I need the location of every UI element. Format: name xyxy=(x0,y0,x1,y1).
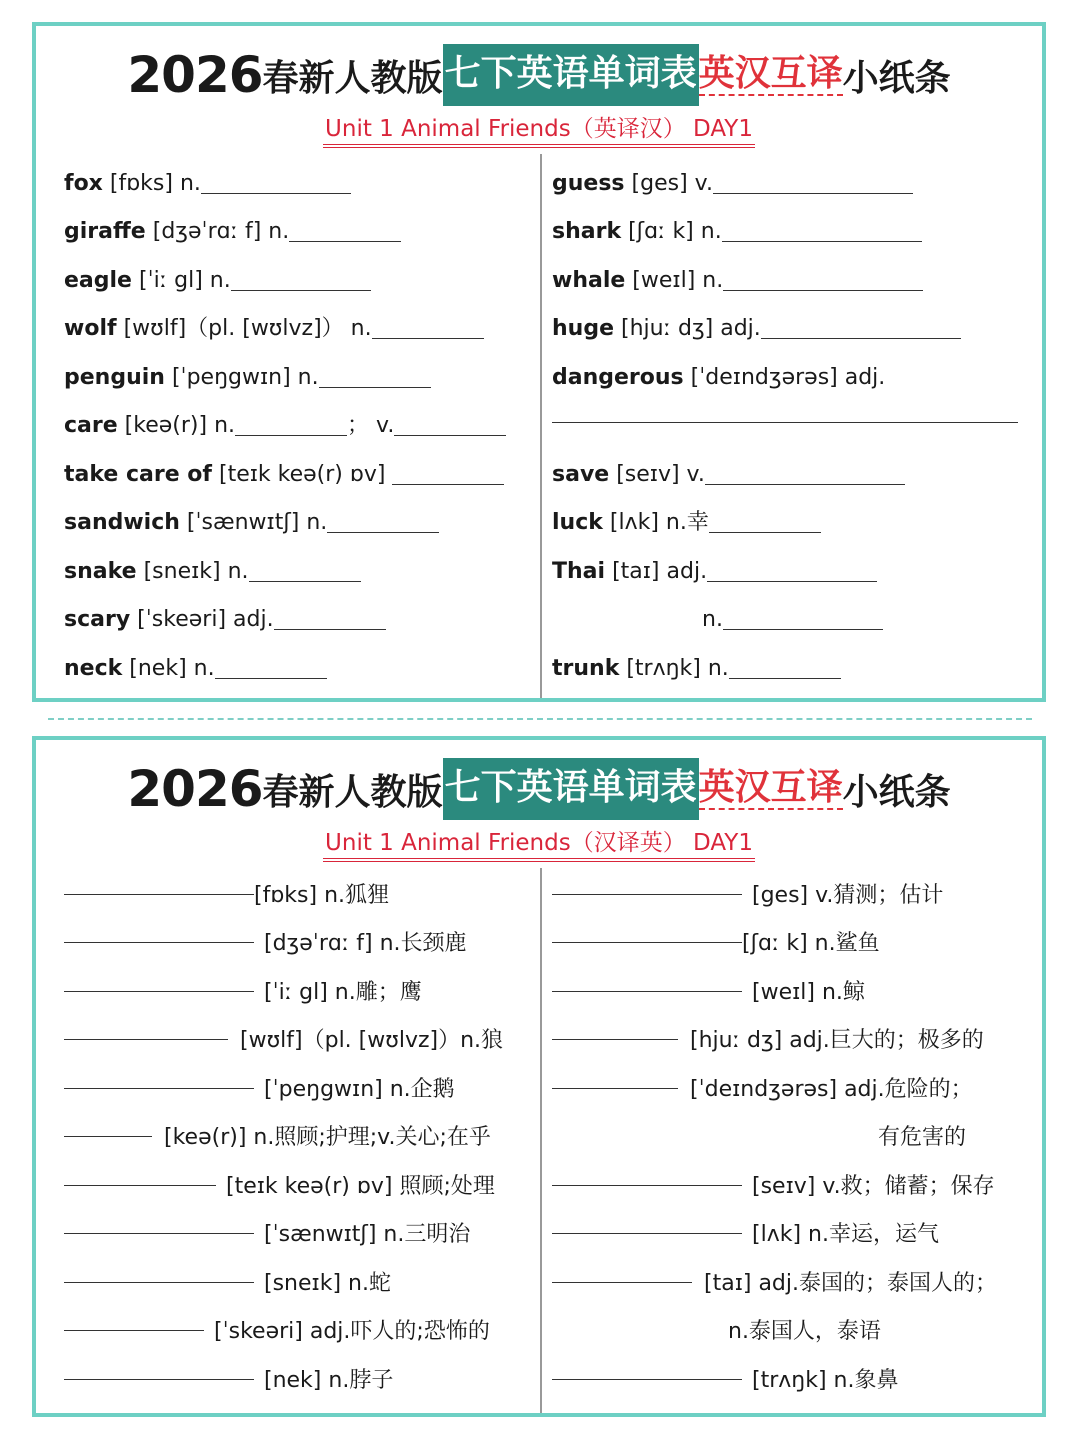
title-highlight: 七下英语单词表 xyxy=(443,44,699,106)
vocab-line: [teɪk keə(r) ɒv] 照顾;处理 xyxy=(226,1174,495,1199)
answer-blank[interactable] xyxy=(215,652,327,679)
vocab-line: wolf [wʊlf]（pl. [wʊlvz]） n. xyxy=(64,309,484,349)
answer-blank[interactable] xyxy=(201,167,351,194)
answer-blank[interactable] xyxy=(289,215,401,242)
answer-blank[interactable] xyxy=(64,1233,254,1234)
answer-blank[interactable] xyxy=(761,312,961,339)
answer-blank[interactable] xyxy=(319,361,431,388)
answer-blank[interactable] xyxy=(723,603,883,630)
answer-blank[interactable] xyxy=(723,264,923,291)
vocab-line: [ˈsænwɪtʃ] n.三明治 xyxy=(264,1222,471,1247)
title-red: 英汉互译 xyxy=(698,53,843,95)
title-edition: 春新人教版 xyxy=(262,57,443,99)
vocab-line: [ˈiː gl] n.雕；鹰 xyxy=(264,980,422,1005)
vocab-line: [seɪv] v.救；储蓄；保存 xyxy=(752,1174,995,1199)
vocab-line: shark [ʃɑː k] n. xyxy=(552,212,922,252)
column-divider xyxy=(540,154,542,698)
vocab-line: [keə(r)] n.照顾;护理;v.关心;在乎 xyxy=(164,1125,491,1150)
vocab-line: [taɪ] adj.泰国的；泰国人的； xyxy=(704,1271,997,1296)
worksheet-card-en-to-cn xyxy=(32,22,1046,702)
vocab-line: [hjuː dʒ] adj.巨大的；极多的 xyxy=(690,1028,984,1053)
answer-blank[interactable] xyxy=(552,1185,742,1186)
vocab-line: snake [sneɪk] n. xyxy=(64,552,361,592)
answer-blank[interactable] xyxy=(552,942,742,943)
answer-blank[interactable] xyxy=(552,1088,678,1089)
vocab-line: [ˈpeŋgwɪn] n.企鹅 xyxy=(264,1077,455,1102)
vocab-line: [wʊlf]（pl. [wʊlvz]）n.狼 xyxy=(240,1028,504,1053)
vocab-line: huge [hjuː dʒ] adj. xyxy=(552,309,961,349)
answer-blank[interactable] xyxy=(64,1039,228,1040)
column-divider xyxy=(540,868,542,1413)
vocab-line: [ʃɑː k] n.鲨鱼 xyxy=(742,931,880,956)
answer-blank[interactable] xyxy=(552,1379,742,1380)
vocab-line: neck [nek] n. xyxy=(64,649,327,689)
page-title xyxy=(36,36,1042,114)
vocab-line: [lʌk] n.幸运，运气 xyxy=(752,1222,939,1247)
unit-subtitle: Unit 1 Animal Friends（英译汉） DAY1 xyxy=(36,116,1042,148)
worksheet-card-cn-to-en xyxy=(32,736,1046,1417)
title-tail: 小纸条 xyxy=(842,57,951,99)
answer-blank[interactable] xyxy=(64,1330,204,1331)
vocab-line: [sneɪk] n.蛇 xyxy=(264,1271,391,1296)
answer-blank[interactable] xyxy=(713,167,913,194)
answer-blank[interactable] xyxy=(552,894,742,895)
cut-line-divider xyxy=(48,718,1032,720)
vocab-line: n. xyxy=(702,600,883,640)
answer-blank[interactable] xyxy=(709,506,821,533)
answer-blank[interactable] xyxy=(64,942,254,943)
answer-blank[interactable] xyxy=(249,555,361,582)
vocab-line: luck [lʌk] n.幸 xyxy=(552,503,821,543)
answer-blank[interactable] xyxy=(64,1136,152,1137)
vocab-line: [trʌŋk] n.象鼻 xyxy=(752,1368,899,1393)
answer-blank[interactable] xyxy=(729,652,841,679)
title-year: 2026 xyxy=(127,760,263,818)
vocab-line: dangerous [ˈdeɪndʒərəs] adj. xyxy=(552,365,886,390)
answer-blank[interactable] xyxy=(552,991,742,992)
vocab-line: [ˈskeəri] adj.吓人的;恐怖的 xyxy=(214,1319,490,1344)
unit-subtitle: Unit 1 Animal Friends（汉译英） DAY1 xyxy=(36,830,1042,862)
answer-blank[interactable] xyxy=(64,894,254,895)
answer-blank[interactable] xyxy=(372,312,484,339)
vocab-line: Thai [taɪ] adj. xyxy=(552,552,877,592)
vocab-line: penguin [ˈpeŋgwɪn] n. xyxy=(64,358,431,398)
answer-blank-full[interactable] xyxy=(552,422,1018,423)
vocab-line: whale [weɪl] n. xyxy=(552,261,923,301)
title-year: 2026 xyxy=(127,46,263,104)
answer-blank[interactable] xyxy=(722,215,922,242)
answer-blank[interactable] xyxy=(231,264,371,291)
answer-blank[interactable] xyxy=(327,506,439,533)
vocab-line: care [keə(r)] n. ； v. xyxy=(64,406,506,446)
vocab-line: [nek] n.脖子 xyxy=(264,1368,394,1393)
vocab-line: [ges] v.猜测；估计 xyxy=(752,883,944,908)
answer-blank[interactable] xyxy=(705,458,905,485)
answer-blank[interactable] xyxy=(235,409,347,436)
vocab-line: take care of [teɪk keə(r) ɒv] xyxy=(64,455,504,495)
vocab-line: guess [ges] v. xyxy=(552,164,913,204)
answer-blank[interactable] xyxy=(707,555,877,582)
answer-blank[interactable] xyxy=(552,1233,742,1234)
vocab-line: [ˈdeɪndʒərəs] adj.危险的； xyxy=(690,1077,973,1102)
vocab-line: 有危害的 xyxy=(878,1125,967,1150)
vocab-line: fox [fɒks] n. xyxy=(64,164,351,204)
answer-blank[interactable] xyxy=(64,1088,254,1089)
vocab-line: eagle [ˈiː gl] n. xyxy=(64,261,371,301)
title-red: 英汉互译 xyxy=(698,767,843,809)
answer-blank[interactable] xyxy=(64,1185,216,1186)
answer-blank[interactable] xyxy=(552,1282,692,1283)
answer-blank[interactable] xyxy=(64,1282,254,1283)
answer-blank[interactable] xyxy=(394,409,506,436)
title-tail: 小纸条 xyxy=(842,771,951,813)
vocab-line: scary [ˈskeəri] adj. xyxy=(64,600,386,640)
vocab-line: sandwich [ˈsænwɪtʃ] n. xyxy=(64,503,439,543)
answer-blank[interactable] xyxy=(64,991,254,992)
vocab-line: save [seɪv] v. xyxy=(552,455,905,495)
vocab-line: [fɒks] n.狐狸 xyxy=(254,883,390,908)
vocab-line: trunk [trʌŋk] n. xyxy=(552,649,841,689)
vocab-line: n.泰国人，泰语 xyxy=(728,1319,881,1344)
title-highlight: 七下英语单词表 xyxy=(443,758,699,820)
answer-blank[interactable] xyxy=(64,1379,254,1380)
vocab-line: giraffe [dʒəˈrɑː f] n. xyxy=(64,212,401,252)
page-title xyxy=(36,750,1042,828)
vocab-line: [dʒəˈrɑː f] n.长颈鹿 xyxy=(264,931,467,956)
answer-blank[interactable] xyxy=(552,1039,678,1040)
answer-blank[interactable] xyxy=(392,458,504,485)
title-edition: 春新人教版 xyxy=(262,771,443,813)
vocab-line: [weɪl] n.鲸 xyxy=(752,980,865,1005)
answer-blank[interactable] xyxy=(274,603,386,630)
